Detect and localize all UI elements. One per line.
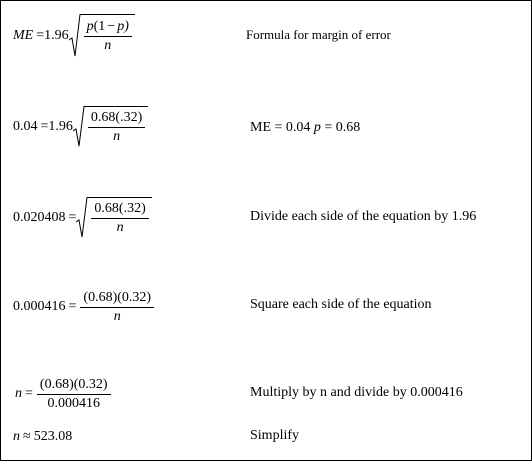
square-root xyxy=(76,197,151,239)
fraction xyxy=(80,290,154,325)
numerator: 0.68(.32) xyxy=(90,110,143,125)
lhs-value: 0.04 xyxy=(13,119,38,134)
step-row-formula xyxy=(1,11,531,61)
lhs-n: n xyxy=(15,386,22,401)
step-row-solve xyxy=(1,371,531,417)
substituted-equation xyxy=(13,104,148,150)
coefficient: 1.96 xyxy=(44,28,69,43)
step-row-square xyxy=(1,285,531,329)
approx-sign: ≈ xyxy=(23,429,31,444)
denominator: 0.000416 xyxy=(47,395,100,411)
fraction xyxy=(88,110,145,145)
divided-equation xyxy=(13,195,152,241)
step-note: Divide each side of the equation by 1.96 xyxy=(250,209,477,224)
denominator: n xyxy=(104,38,112,53)
step-row-substitute xyxy=(1,104,531,150)
equals-sign: = xyxy=(25,386,33,401)
solve-equation xyxy=(15,371,112,417)
lhs-me: ME xyxy=(13,28,34,43)
result-value: 523.08 xyxy=(33,429,73,444)
equals-sign: = xyxy=(36,28,45,43)
squared-equation xyxy=(13,285,155,329)
lhs-value: 0.020408 xyxy=(13,210,66,225)
numerator: p(1 − p) xyxy=(86,19,129,34)
fraction xyxy=(84,19,132,54)
step-note: Formula for margin of error xyxy=(246,27,391,42)
step-note: ME = 0.04 p = 0.68 xyxy=(250,120,361,135)
square-root xyxy=(69,14,135,58)
denominator: n xyxy=(113,129,121,144)
equals-sign: = xyxy=(68,210,77,225)
denominator: n xyxy=(116,220,124,235)
equals-sign: = xyxy=(40,119,49,134)
radical-sign-icon xyxy=(73,106,85,148)
lhs-n: n xyxy=(13,429,20,444)
step-row-divide xyxy=(1,195,531,241)
result-equation xyxy=(13,427,72,447)
numerator: (0.68)(0.32) xyxy=(83,289,152,305)
lhs-value: 0.000416 xyxy=(13,299,66,314)
step-note: Multiply by n and divide by 0.000416 xyxy=(250,385,463,400)
equals-sign: = xyxy=(68,299,77,314)
step-note: Square each side of the equation xyxy=(250,297,432,312)
step-note: Simplify xyxy=(250,428,300,443)
radical-sign-icon xyxy=(76,197,88,239)
formula-equation xyxy=(13,11,135,61)
radical-sign-icon xyxy=(69,14,81,58)
coefficient: 1.96 xyxy=(48,119,73,134)
denominator: n xyxy=(113,308,121,324)
step-row-simplify xyxy=(1,427,531,447)
numerator: (0.68)(0.32) xyxy=(39,376,108,392)
square-root xyxy=(73,106,148,148)
fraction xyxy=(91,201,148,236)
fraction xyxy=(37,377,111,412)
numerator: 0.68(.32) xyxy=(94,201,146,216)
